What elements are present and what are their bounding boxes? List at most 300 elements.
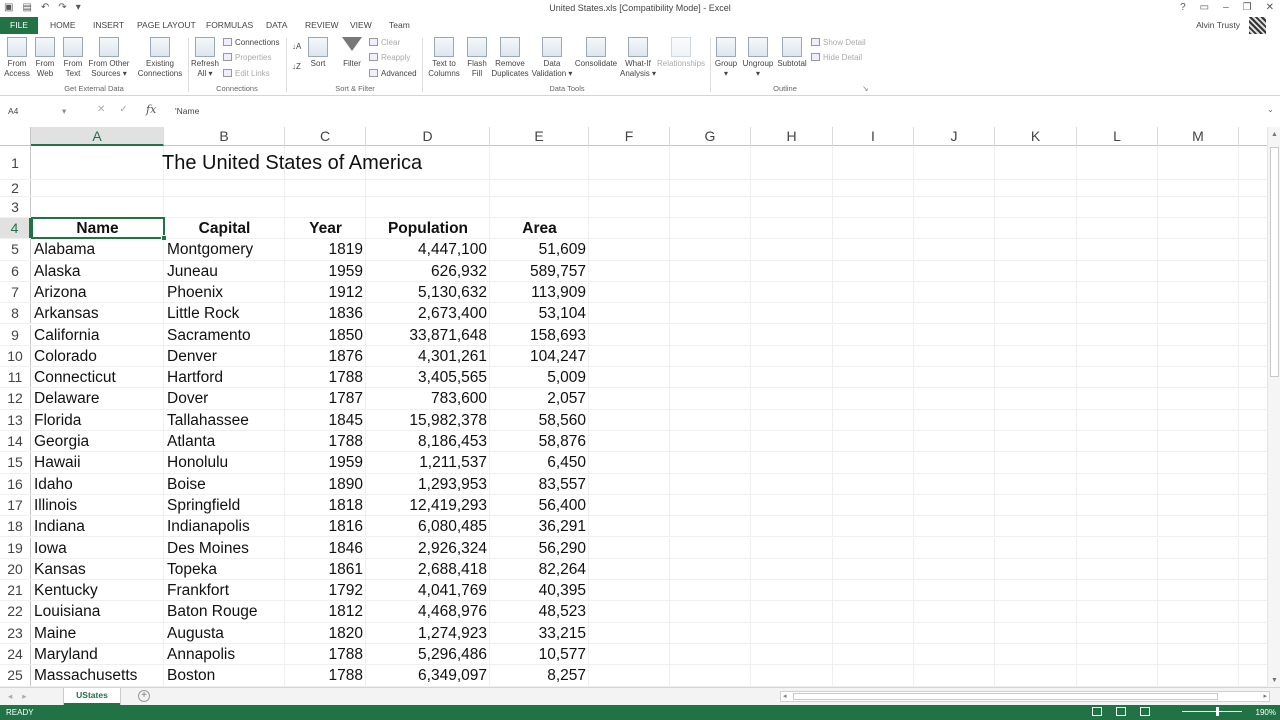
cell-b21[interactable]: Frankfort [167,582,230,600]
cell-e5[interactable]: 51,609 [538,241,586,259]
relationships-button[interactable]: Relationships [656,37,706,69]
gridline [1238,665,1239,685]
gridline [669,559,670,579]
cell-b18[interactable]: Indianapolis [167,518,250,536]
data-validation-button[interactable]: Data Validation ▾ [531,37,573,79]
existing-connections-button[interactable]: Existing Connections [137,37,183,79]
cell-d8[interactable]: 2,673,400 [418,305,487,323]
gridline [750,346,751,366]
table-row [0,180,1267,197]
next-sheet-icon[interactable]: ▸ [22,691,37,701]
expand-formula-bar-icon[interactable]: ⌄ [1266,104,1274,114]
cell-e22[interactable]: 48,523 [538,603,586,621]
gridline [913,346,914,366]
gridline [1157,261,1158,281]
refresh-all-button[interactable]: Refresh All ▾ [190,37,220,79]
cell-d7[interactable]: 5,130,632 [418,283,487,301]
formula-input[interactable]: 'Name [175,106,200,116]
cell-a18[interactable]: Indiana [34,518,85,536]
cell-c4[interactable]: Year [309,220,342,237]
cell-a6[interactable]: Alaska [34,262,81,280]
redo-icon[interactable]: ↷ [58,2,67,13]
cell-e10[interactable]: 104,247 [529,347,586,365]
gridline [1157,410,1158,430]
save-icon[interactable]: ▤ [22,2,32,13]
cell-a10[interactable]: Colorado [34,347,97,365]
gridline [1238,559,1239,579]
cell-e21[interactable]: 40,395 [538,582,586,600]
text-to-columns-button[interactable]: Text to Columns [426,37,462,79]
cell-b25[interactable]: Boston [167,667,216,685]
gridline [1157,197,1158,217]
cell-d13[interactable]: 15,982,378 [409,411,487,429]
tab-review[interactable]: REVIEW [305,20,339,30]
table-row [0,538,1267,559]
row-header[interactable]: 9 [0,325,31,345]
cell-d25[interactable]: 6,349,097 [418,667,487,685]
cell-b23[interactable]: Augusta [167,624,224,642]
subtotal-button[interactable]: Subtotal [775,37,809,69]
cell-a20[interactable]: Kansas [34,560,86,578]
scroll-down-icon[interactable]: ▼ [1271,677,1278,684]
cell-a13[interactable]: Florida [34,411,82,429]
row-header[interactable]: 20 [0,559,31,579]
cell-b11[interactable]: Hartford [167,369,223,387]
gridline [1238,601,1239,621]
restore-icon[interactable]: ❐ [1242,2,1252,13]
cell-d16[interactable]: 1,293,953 [418,475,487,493]
gridline [913,474,914,494]
column-header-d[interactable]: D [366,127,490,146]
gridline [1157,601,1158,621]
from-web-button[interactable]: From Web [32,37,58,79]
gridline [750,580,751,600]
cell-d14[interactable]: 8,186,453 [418,433,487,450]
scroll-up-icon[interactable]: ▲ [1271,131,1278,138]
outline-dialog-launcher-icon[interactable]: ↘ [862,84,869,93]
cell-a14[interactable]: Georgia [34,433,90,450]
gridline [750,452,751,472]
customize-qat-icon[interactable]: ▾ [75,2,81,13]
zoom-slider[interactable] [1172,707,1242,717]
horizontal-scrollbar[interactable] [780,691,1270,702]
cell-a8[interactable]: Arkansas [34,305,99,323]
cell-c21[interactable]: 1792 [328,582,363,600]
gridline [365,197,366,217]
gridline [913,580,914,600]
cell-e16[interactable]: 83,557 [538,475,586,493]
gridline [1238,325,1239,345]
cell-c17[interactable]: 1818 [328,496,363,514]
cell-a23[interactable]: Maine [34,624,77,642]
cell-b9[interactable]: Sacramento [167,326,251,344]
filter-button[interactable]: Filter [340,37,364,69]
row-header[interactable]: 16 [0,474,31,494]
flash-fill-button[interactable]: Flash Fill [464,37,490,79]
cell-e9[interactable]: 158,693 [529,326,586,344]
cell-b22[interactable]: Baton Rouge [167,603,258,621]
gridline [750,239,751,259]
ribbon-display-icon[interactable]: ▭ [1199,2,1210,13]
cell-c9[interactable]: 1850 [328,326,363,344]
gridline [913,623,914,643]
cell-d19[interactable]: 2,926,324 [418,539,487,557]
column-header-i[interactable]: I [833,127,914,146]
tab-data[interactable]: DATA [266,20,288,30]
clear-button[interactable]: Clear [369,38,400,48]
gridline [832,367,833,387]
cell-b13[interactable]: Tallahassee [167,411,249,429]
cell-b14[interactable]: Atlanta [167,433,216,450]
cell-c6[interactable]: 1959 [328,262,363,280]
cell-c24[interactable]: 1788 [328,646,363,663]
zoom-knob[interactable] [1216,707,1219,716]
row-header[interactable]: 10 [0,346,31,366]
cell-c5[interactable]: 1819 [328,241,363,259]
row-header[interactable]: 18 [0,516,31,536]
what-if-analysis-button[interactable]: What-If Analysis ▾ [619,37,657,79]
gridline [1076,303,1077,323]
row-header[interactable]: 5 [0,239,31,259]
gridline [1157,388,1158,408]
row-header[interactable]: 1 [0,146,31,179]
column-header-g[interactable]: G [670,127,751,146]
gridline [1076,180,1077,196]
remove-duplicates-button[interactable]: Remove Duplicates [491,37,529,79]
cell-a12[interactable]: Delaware [34,390,100,408]
row-header[interactable]: 8 [0,303,31,323]
row-header[interactable]: 23 [0,623,31,643]
gridline [1076,516,1077,536]
relationships-icon [671,37,691,57]
cell-e23[interactable]: 33,215 [538,624,586,642]
cell-d5[interactable]: 4,447,100 [418,241,487,259]
show-detail-button[interactable]: Show Detail [811,38,866,48]
cell-b20[interactable]: Topeka [167,560,217,578]
cell-c7[interactable]: 1912 [328,283,363,301]
subtotal-icon [782,37,802,57]
row-header[interactable]: 13 [0,410,31,430]
tab-view[interactable]: VIEW [350,20,372,30]
row-header[interactable]: 17 [0,495,31,515]
cell-b19[interactable]: Des Moines [167,539,249,557]
gridline [669,325,670,345]
cell-b8[interactable]: Little Rock [167,305,240,323]
cell-c8[interactable]: 1836 [328,305,363,323]
cell-e7[interactable]: 113,909 [531,283,586,301]
cell-b17[interactable]: Springfield [167,496,241,514]
column-header-b[interactable]: B [164,127,285,146]
cell-a7[interactable]: Arizona [34,283,87,301]
gridline [1157,146,1158,179]
cell-b10[interactable]: Denver [167,347,217,365]
gridline [832,474,833,494]
cell-e8[interactable]: 53,104 [538,305,586,323]
gridline [669,180,670,196]
hide-detail-button[interactable]: Hide Detail [811,53,862,63]
cell-b12[interactable]: Dover [167,390,209,408]
cell-b5[interactable]: Montgomery [167,241,254,259]
cell-c16[interactable]: 1890 [328,475,363,493]
row-header[interactable]: 21 [0,580,31,600]
sort-az-button[interactable]: ↓A [292,42,302,51]
cell-e24[interactable]: 10,577 [538,646,586,663]
row-header[interactable]: 2 [0,180,31,196]
column-header-h[interactable]: H [751,127,833,146]
cell-b15[interactable]: Honolulu [167,454,229,472]
gridline [750,601,751,621]
from-other-sources-button[interactable]: From Other Sources ▾ [87,37,131,79]
gridline [913,665,914,685]
gridline [913,559,914,579]
tab-formulas[interactable]: FORMULAS [206,20,254,30]
gridline [1238,146,1239,179]
gridline [994,325,995,345]
cell-d17[interactable]: 12,419,293 [409,496,487,514]
gridline [1238,218,1239,238]
cell-d22[interactable]: 4,468,976 [418,603,487,621]
tab-page-layout[interactable]: PAGE LAYOUT [137,20,196,30]
new-sheet-icon[interactable]: + [138,690,150,702]
gridline [994,303,995,323]
page-layout-view-icon[interactable] [1116,707,1126,716]
cell-d23[interactable]: 1,274,923 [418,624,487,642]
cell-c12[interactable]: 1787 [328,390,363,408]
cell-a17[interactable]: Illinois [34,496,78,514]
web-icon [35,37,55,57]
gridline [913,218,914,238]
filter-icon [342,37,362,51]
cell-a15[interactable]: Hawaii [34,454,81,472]
gridline [1157,325,1158,345]
cell-c20[interactable]: 1861 [328,560,363,578]
row-header[interactable]: 12 [0,388,31,408]
cell-d12[interactable]: 783,600 [430,390,487,408]
column-header-l[interactable]: L [1077,127,1158,146]
row-header[interactable]: 6 [0,261,31,281]
gridline [994,146,995,179]
advanced-button[interactable]: Advanced [369,69,417,79]
table-row [0,474,1267,495]
row-header[interactable]: 15 [0,452,31,472]
cell-e18[interactable]: 36,291 [538,518,586,536]
cell-c25[interactable]: 1788 [328,667,363,685]
properties-button[interactable]: Properties [223,53,271,63]
sheet-tab-ustates[interactable]: UStates [64,688,120,705]
vertical-scrollbar[interactable] [1267,127,1280,687]
enter-icon[interactable]: ✓ [119,104,142,115]
column-header-c[interactable]: C [285,127,366,146]
close-icon[interactable]: ✕ [1265,2,1274,13]
row-header[interactable]: 14 [0,431,31,451]
cell-d20[interactable]: 2,688,418 [418,560,487,578]
edit-links-button[interactable]: Edit Links [223,69,270,79]
gridline [913,325,914,345]
page-break-view-icon[interactable] [1140,707,1150,716]
row-header[interactable]: 24 [0,644,31,664]
cell-e6[interactable]: 589,757 [529,262,586,280]
normal-view-icon[interactable] [1092,707,1102,716]
what-if-icon [628,37,648,57]
table-row [0,452,1267,473]
cell-a16[interactable]: Idaho [34,475,73,493]
connections-button[interactable]: Connections [223,38,279,48]
cell-e13[interactable]: 58,560 [538,411,586,429]
row-header[interactable]: 3 [0,197,31,217]
user-name[interactable]: Alvin Trusty [1196,20,1240,30]
gridline [1238,580,1239,600]
column-header-a[interactable]: A [31,127,164,146]
cancel-icon[interactable]: ✕ [97,104,120,115]
cell-a4[interactable]: Name [76,220,119,237]
row-header[interactable]: 25 [0,665,31,685]
cell-c13[interactable]: 1845 [328,411,363,429]
cell-c19[interactable]: 1846 [328,539,363,557]
cell-a21[interactable]: Kentucky [34,582,98,600]
gridline [1157,239,1158,259]
from-text-button[interactable]: From Text [60,37,86,79]
cell-e14[interactable]: 58,876 [538,433,586,450]
gridline [1157,218,1158,238]
select-all-corner[interactable] [0,127,31,146]
prev-sheet-icon[interactable]: ◂ [8,691,23,701]
gridline [994,367,995,387]
gridline [1238,452,1239,472]
cell-e17[interactable]: 56,400 [538,496,586,514]
tab-team[interactable]: Team [389,20,410,30]
sort-icon [308,37,328,57]
scroll-right-icon[interactable]: ▸ [1263,693,1267,700]
cell-e4[interactable]: Area [522,220,557,237]
clear-icon [369,38,378,46]
cell-a9[interactable]: California [34,326,100,344]
cell-c10[interactable]: 1876 [328,347,363,365]
row-header[interactable]: 4 [0,218,31,238]
row-header[interactable]: 19 [0,538,31,558]
gridline [750,325,751,345]
gridline [1076,601,1077,621]
tab-home[interactable]: HOME [50,20,76,30]
table-row [0,282,1267,303]
cell-b16[interactable]: Boise [167,475,206,493]
gridline [1157,346,1158,366]
cell-c11[interactable]: 1788 [328,369,363,387]
consolidate-button[interactable]: Consolidate [574,37,618,69]
cell-a25[interactable]: Massachusetts [34,667,138,685]
group-button[interactable]: Group ▾ [712,37,740,79]
column-header-f[interactable]: F [589,127,670,146]
tab-file[interactable]: FILE [0,17,38,34]
gridline [1076,325,1077,345]
cell-c14[interactable]: 1788 [328,433,363,450]
row-header[interactable]: 11 [0,367,31,387]
cell-e25[interactable]: 8,257 [547,667,586,685]
gridline [832,146,833,179]
cell-d9[interactable]: 33,871,648 [409,326,487,344]
cell-e12[interactable]: 2,057 [547,390,586,408]
scroll-left-icon[interactable]: ◂ [783,693,787,700]
worksheet-grid[interactable] [0,127,1267,687]
sort-za-button[interactable]: ↓Z [292,62,301,71]
cell-e15[interactable]: 6,450 [547,454,586,472]
column-header-k[interactable]: K [995,127,1077,146]
cell-a24[interactable]: Maryland [34,646,98,663]
cell-d6[interactable]: 626,932 [430,262,487,280]
tab-insert[interactable]: INSERT [93,20,125,30]
cell-d10[interactable]: 4,301,261 [418,347,487,365]
cell-c23[interactable]: 1820 [328,624,363,642]
sheet-title[interactable]: The United States of America [162,152,423,174]
minimize-icon[interactable]: – [1223,2,1229,13]
cell-a22[interactable]: Louisiana [34,603,101,621]
gridline [1238,644,1239,664]
sort-button[interactable]: Sort [306,37,330,69]
insert-function-icon[interactable]: fx [146,103,157,116]
cell-c15[interactable]: 1959 [328,454,363,472]
gridline [750,410,751,430]
cell-b4[interactable]: Capital [198,220,251,237]
cell-b24[interactable]: Annapolis [167,646,236,663]
cell-a5[interactable]: Alabama [34,241,96,259]
cell-a19[interactable]: Iowa [34,539,67,557]
gridline [750,665,751,685]
row-header[interactable]: 22 [0,601,31,621]
cell-d11[interactable]: 3,405,565 [418,369,487,387]
horizontal-scroll-thumb[interactable] [793,693,1218,700]
column-header-j[interactable]: J [914,127,995,146]
zoom-level[interactable]: 190% [1255,708,1276,717]
gridline [1076,559,1077,579]
table-row [0,261,1267,282]
ungroup-icon [748,37,768,57]
help-icon[interactable]: ? [1180,2,1186,13]
cell-a11[interactable]: Connecticut [34,369,116,387]
name-box[interactable]: A4 ▾ [4,103,68,119]
column-header-m[interactable]: M [1158,127,1239,146]
cell-c18[interactable]: 1816 [328,518,363,536]
cell-d18[interactable]: 6,080,485 [418,518,487,536]
cell-e19[interactable]: 56,290 [538,539,586,557]
gridline [1076,538,1077,558]
cell-d4[interactable]: Population [387,220,469,237]
ungroup-button[interactable]: Ungroup ▾ [741,37,775,79]
gridline [1157,495,1158,515]
undo-icon[interactable]: ↶ [40,2,50,13]
from-access-button[interactable]: From Access [4,37,30,79]
cell-d21[interactable]: 4,041,769 [418,582,487,600]
cell-b6[interactable]: Juneau [167,262,218,280]
gridline [832,303,833,323]
name-box-dropdown-icon[interactable]: ▾ [62,106,67,116]
gridline [163,180,164,196]
cell-d24[interactable]: 5,296,486 [418,646,487,663]
cell-c22[interactable]: 1812 [328,603,363,621]
gridline [832,623,833,643]
cell-e20[interactable]: 82,264 [538,560,586,578]
gridline [1076,410,1077,430]
window-controls [1180,2,1274,13]
cell-e11[interactable]: 5,009 [547,369,586,387]
avatar[interactable] [1249,17,1266,34]
cell-d15[interactable]: 1,211,537 [419,454,487,472]
vertical-scroll-thumb[interactable] [1270,147,1279,377]
reapply-button[interactable]: Reapply [369,53,410,63]
table-row [0,580,1267,601]
row-header[interactable]: 7 [0,282,31,302]
column-header-e[interactable]: E [490,127,589,146]
cell-b7[interactable]: Phoenix [167,283,224,301]
table-row [0,239,1267,260]
